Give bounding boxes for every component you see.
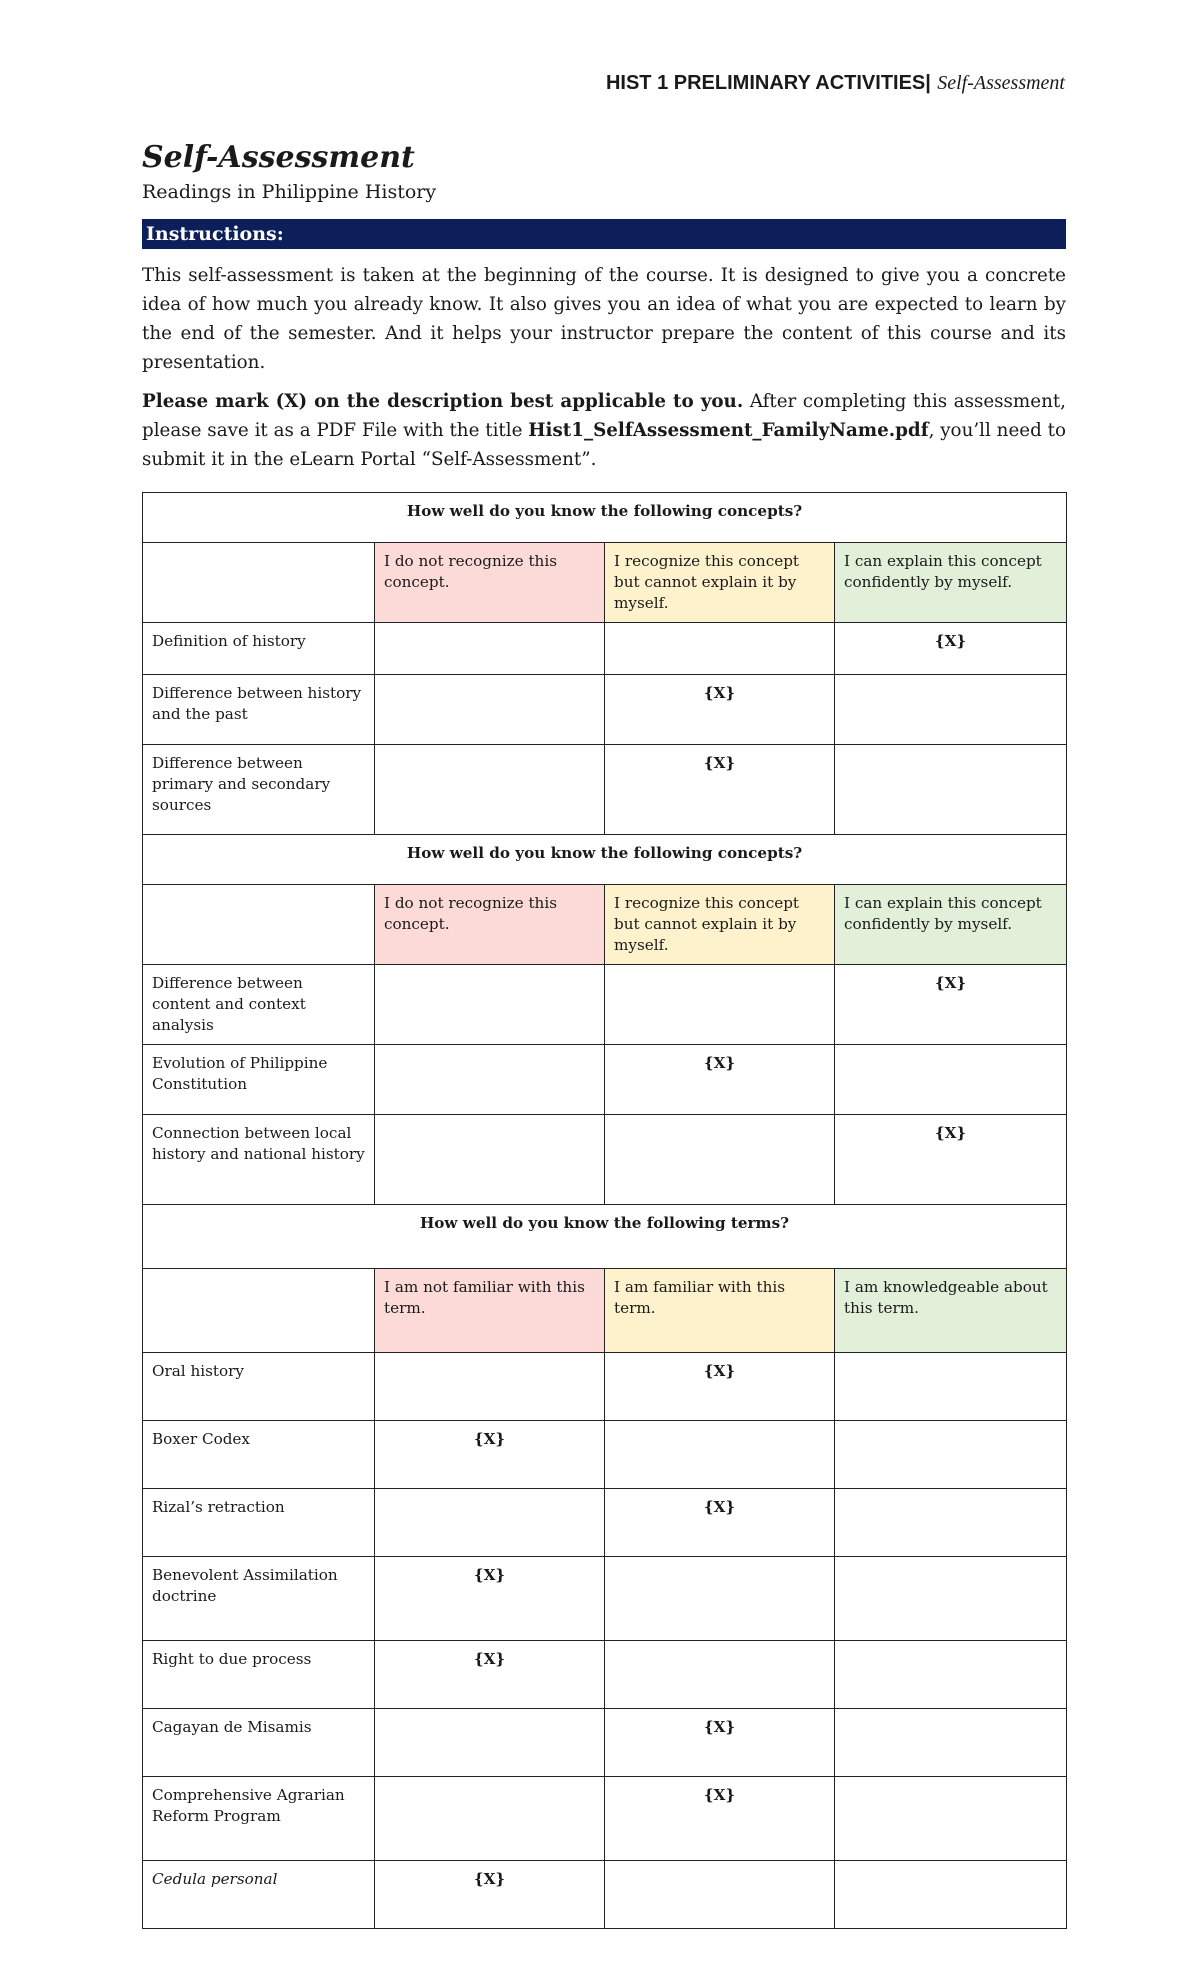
rating-cell-3[interactable] xyxy=(835,1861,1067,1929)
item-label: Connection between local history and national history xyxy=(143,1115,375,1205)
item-label: Difference between history and the past xyxy=(143,675,375,745)
table-row xyxy=(143,1353,1067,1421)
section-heading: How well do you know the following concepts? xyxy=(143,835,1067,885)
table-row xyxy=(143,1777,1067,1861)
level-header-3: I can explain this concept confidently by myself. xyxy=(835,885,1067,965)
x-mark: {X} xyxy=(934,632,967,650)
rating-cell-1[interactable] xyxy=(375,1777,605,1861)
rating-cell-1[interactable] xyxy=(375,1709,605,1777)
blank-header-cell xyxy=(143,1269,375,1353)
x-mark: {X} xyxy=(473,1870,506,1888)
rating-cell-3[interactable] xyxy=(835,1115,1067,1205)
rating-cell-1[interactable] xyxy=(375,1557,605,1641)
table-row xyxy=(143,1641,1067,1709)
x-mark: {X} xyxy=(703,1498,736,1516)
x-mark: {X} xyxy=(934,974,967,992)
rating-cell-1[interactable] xyxy=(375,675,605,745)
table-row xyxy=(143,1421,1067,1489)
item-label: Cedula personal xyxy=(143,1861,375,1929)
rating-cell-2[interactable] xyxy=(605,623,835,675)
instructions-paragraph-2 xyxy=(142,387,1066,474)
x-mark: {X} xyxy=(934,1124,967,1142)
rating-cell-2[interactable] xyxy=(605,1353,835,1421)
item-label: Right to due process xyxy=(143,1641,375,1709)
level-header-2: I recognize this concept but cannot explain it by myself. xyxy=(605,543,835,623)
document-subtitle: Readings in Philippine History xyxy=(142,181,437,203)
instructions-heading: Instructions: xyxy=(142,219,1066,249)
rating-cell-3[interactable] xyxy=(835,745,1067,835)
x-mark: {X} xyxy=(703,754,736,772)
page-header xyxy=(606,70,1065,95)
item-label: Benevolent Assimilation doctrine xyxy=(143,1557,375,1641)
x-mark: {X} xyxy=(703,1786,736,1804)
x-mark: {X} xyxy=(473,1650,506,1668)
item-label: Cagayan de Misamis xyxy=(143,1709,375,1777)
level-header-1: I do not recognize this concept. xyxy=(375,543,605,623)
level-header-3: I am knowledgeable about this term. xyxy=(835,1269,1067,1353)
x-mark: {X} xyxy=(473,1430,506,1448)
level-header-3: I can explain this concept confidently by myself. xyxy=(835,543,1067,623)
pdf-filename: Hist1_SelfAssessment_FamilyName.pdf xyxy=(528,420,929,441)
item-label: Comprehensive Agrarian Reform Program xyxy=(143,1777,375,1861)
header-title: HIST 1 PRELIMINARY ACTIVITIES xyxy=(605,72,926,94)
rating-cell-2[interactable] xyxy=(605,1489,835,1557)
instruction-text-end: , you’ll need to submit it in the eLearn Portal “Self-Assessment”. xyxy=(142,420,1066,470)
rating-cell-2[interactable] xyxy=(605,1777,835,1861)
rating-cell-1[interactable] xyxy=(375,1115,605,1205)
rating-cell-2[interactable] xyxy=(605,1557,835,1641)
instruction-emphasis: Please mark (X) on the description best applicable to you. xyxy=(142,391,744,412)
document-body xyxy=(142,140,1066,1929)
blank-header-cell xyxy=(143,543,375,623)
rating-cell-2[interactable] xyxy=(605,675,835,745)
rating-cell-2[interactable] xyxy=(605,1421,835,1489)
assessment-table xyxy=(142,492,1067,1929)
rating-cell-2[interactable] xyxy=(605,1115,835,1205)
rating-cell-3[interactable] xyxy=(835,1045,1067,1115)
table-row xyxy=(143,1557,1067,1641)
rating-cell-2[interactable] xyxy=(605,745,835,835)
rating-cell-3[interactable] xyxy=(835,1489,1067,1557)
table-row xyxy=(143,623,1067,675)
level-header-1: I am not familiar with this term. xyxy=(375,1269,605,1353)
rating-cell-3[interactable] xyxy=(835,965,1067,1045)
instruction-text: After completing this assessment, please save it as a PDF File with the title xyxy=(142,391,1066,441)
rating-cell-1[interactable] xyxy=(375,1641,605,1709)
rating-cell-2[interactable] xyxy=(605,1861,835,1929)
rating-cell-2[interactable] xyxy=(605,1045,835,1115)
rating-cell-1[interactable] xyxy=(375,745,605,835)
header-subtitle: Self-Assessment xyxy=(937,72,1065,94)
x-mark: {X} xyxy=(703,1718,736,1736)
item-label: Definition of history xyxy=(143,623,375,675)
item-label: Difference between primary and secondary sources xyxy=(143,745,375,835)
level-header-2: I am familiar with this term. xyxy=(605,1269,835,1353)
rating-cell-1[interactable] xyxy=(375,1861,605,1929)
level-header-2: I recognize this concept but cannot explain it by myself. xyxy=(605,885,835,965)
rating-cell-1[interactable] xyxy=(375,965,605,1045)
item-label: Difference between content and context analysis xyxy=(143,965,375,1045)
document-title: Self-Assessment xyxy=(142,140,415,175)
section-heading: How well do you know the following concepts? xyxy=(143,493,1067,543)
rating-cell-3[interactable] xyxy=(835,1421,1067,1489)
rating-cell-3[interactable] xyxy=(835,1641,1067,1709)
rating-cell-1[interactable] xyxy=(375,1421,605,1489)
rating-cell-1[interactable] xyxy=(375,1045,605,1115)
header-separator: | xyxy=(925,72,931,94)
rating-cell-3[interactable] xyxy=(835,623,1067,675)
rating-cell-3[interactable] xyxy=(835,1353,1067,1421)
table-row xyxy=(143,1045,1067,1115)
item-label: Rizal’s retraction xyxy=(143,1489,375,1557)
rating-cell-3[interactable] xyxy=(835,1709,1067,1777)
rating-cell-1[interactable] xyxy=(375,623,605,675)
rating-cell-3[interactable] xyxy=(835,1777,1067,1861)
table-row xyxy=(143,675,1067,745)
x-mark: {X} xyxy=(703,1362,736,1380)
x-mark: {X} xyxy=(473,1566,506,1584)
table-row xyxy=(143,965,1067,1045)
rating-cell-2[interactable] xyxy=(605,1709,835,1777)
table-row xyxy=(143,1489,1067,1557)
table-row xyxy=(143,1709,1067,1777)
item-label: Evolution of Philippine Constitution xyxy=(143,1045,375,1115)
rating-cell-1[interactable] xyxy=(375,1489,605,1557)
rating-cell-3[interactable] xyxy=(835,1557,1067,1641)
instructions-paragraph-1: This self-assessment is taken at the beginning of the course. It is designed to give you a concrete idea of how much you already know. It also gives you an idea of what you are expected to learn by the end of the semester. And it helps your instructor prepare the content of this course and its presentation. xyxy=(142,265,1066,373)
rating-cell-3[interactable] xyxy=(835,675,1067,745)
rating-cell-1[interactable] xyxy=(375,1353,605,1421)
x-mark: {X} xyxy=(703,684,736,702)
table-row xyxy=(143,1115,1067,1205)
level-header-1: I do not recognize this concept. xyxy=(375,885,605,965)
blank-header-cell xyxy=(143,885,375,965)
item-label: Boxer Codex xyxy=(143,1421,375,1489)
table-row xyxy=(143,1861,1067,1929)
table-row xyxy=(143,745,1067,835)
rating-cell-2[interactable] xyxy=(605,1641,835,1709)
item-label: Oral history xyxy=(143,1353,375,1421)
section-heading: How well do you know the following terms? xyxy=(143,1205,1067,1269)
x-mark: {X} xyxy=(703,1054,736,1072)
rating-cell-2[interactable] xyxy=(605,965,835,1045)
